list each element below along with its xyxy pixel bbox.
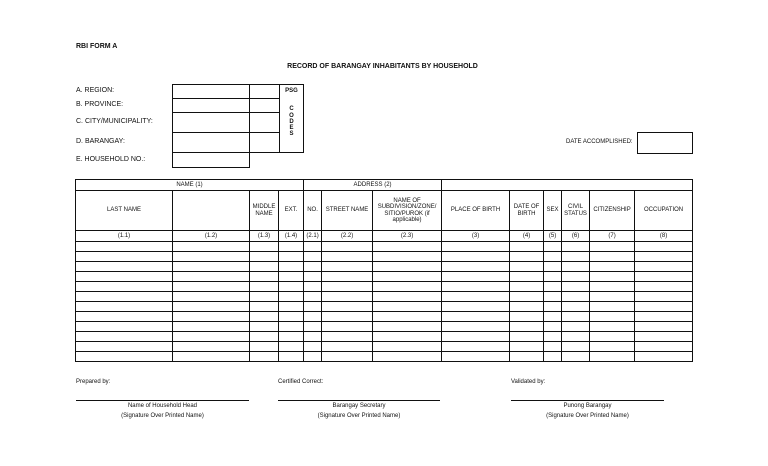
date-accomplished-label: DATE ACCOMPLISHED: bbox=[566, 139, 633, 145]
secretary-name: Barangay Secretary bbox=[332, 403, 386, 409]
entry-cell[interactable] bbox=[510, 252, 544, 262]
entry-cell[interactable] bbox=[76, 262, 173, 272]
code-cell: (5) bbox=[544, 231, 562, 242]
entry-cell[interactable] bbox=[322, 252, 373, 262]
entry-cell[interactable] bbox=[635, 252, 693, 262]
entry-cell[interactable] bbox=[279, 322, 304, 332]
entry-cell[interactable] bbox=[562, 262, 590, 272]
barangay-field[interactable] bbox=[172, 132, 250, 153]
name-group-header: NAME (1) bbox=[76, 180, 304, 191]
city-field[interactable] bbox=[172, 112, 250, 133]
region-code-field[interactable] bbox=[249, 84, 280, 99]
entry-cell[interactable] bbox=[304, 302, 322, 312]
table-row bbox=[76, 292, 693, 302]
entry-cell[interactable] bbox=[250, 302, 279, 312]
col-middle-name: MIDDLE NAME bbox=[250, 191, 279, 231]
code-cell: (1.2) bbox=[173, 231, 250, 242]
entry-cell[interactable] bbox=[562, 352, 590, 362]
entry-cell[interactable] bbox=[322, 322, 373, 332]
entry-cell[interactable] bbox=[590, 292, 635, 302]
entry-cell[interactable] bbox=[373, 352, 442, 362]
psg-code-letter: E bbox=[289, 125, 294, 132]
col-occupation: OCCUPATION bbox=[635, 191, 693, 231]
entry-cell[interactable] bbox=[590, 302, 635, 312]
entry-cell[interactable] bbox=[373, 242, 442, 252]
psg-label: PSG bbox=[285, 88, 298, 94]
entry-cell[interactable] bbox=[442, 242, 510, 252]
entry-cell[interactable] bbox=[76, 252, 173, 262]
col-last-name: LAST NAME bbox=[76, 191, 173, 231]
entry-cell[interactable] bbox=[510, 312, 544, 322]
entry-cell[interactable] bbox=[279, 342, 304, 352]
entry-cell[interactable] bbox=[635, 302, 693, 312]
entry-cell[interactable] bbox=[76, 292, 173, 302]
city-label: C. CITY/MUNICIPALITY: bbox=[76, 118, 153, 125]
entry-cell[interactable] bbox=[304, 262, 322, 272]
entry-cell[interactable] bbox=[562, 322, 590, 332]
entry-cell[interactable] bbox=[322, 332, 373, 342]
entry-cell[interactable] bbox=[173, 272, 250, 282]
city-code-field[interactable] bbox=[249, 112, 280, 133]
entry-cell[interactable] bbox=[635, 262, 693, 272]
entry-cell[interactable] bbox=[544, 242, 562, 252]
entry-cell[interactable] bbox=[76, 322, 173, 332]
entry-cell[interactable] bbox=[304, 252, 322, 262]
entry-cell[interactable] bbox=[250, 262, 279, 272]
entry-cell[interactable] bbox=[304, 272, 322, 282]
region-field[interactable] bbox=[172, 84, 250, 99]
col-ext: EXT. bbox=[279, 191, 304, 231]
entry-cell[interactable] bbox=[635, 352, 693, 362]
entry-cell[interactable] bbox=[279, 312, 304, 322]
entry-cell[interactable] bbox=[76, 342, 173, 352]
code-row bbox=[76, 231, 693, 242]
inhabitants-table bbox=[75, 179, 693, 362]
entry-cell[interactable] bbox=[250, 352, 279, 362]
entry-cell[interactable] bbox=[590, 312, 635, 322]
table-row bbox=[76, 342, 693, 352]
psg-code-letter: C bbox=[289, 106, 294, 113]
page-title: RECORD OF BARANGAY INHABITANTS BY HOUSEHOLD bbox=[287, 63, 478, 70]
table-row bbox=[76, 322, 693, 332]
entry-cell[interactable] bbox=[442, 342, 510, 352]
code-cell: (2.3) bbox=[373, 231, 442, 242]
code-cell: (6) bbox=[562, 231, 590, 242]
entry-cell[interactable] bbox=[562, 342, 590, 352]
entry-cell[interactable] bbox=[250, 272, 279, 282]
entry-cell[interactable] bbox=[442, 252, 510, 262]
entry-cell[interactable] bbox=[635, 332, 693, 342]
code-cell: (1.1) bbox=[76, 231, 173, 242]
entry-cell[interactable] bbox=[635, 322, 693, 332]
code-cell: (4) bbox=[510, 231, 544, 242]
col-subdivision: NAME OF SUBDIVISION/ZONE/ SITIO/PUROK (if applicable) bbox=[373, 191, 442, 231]
psg-code-letter: S bbox=[289, 131, 294, 138]
address-group-header: ADDRESS (2) bbox=[304, 180, 442, 191]
entry-cell[interactable] bbox=[279, 262, 304, 272]
entry-cell[interactable] bbox=[322, 282, 373, 292]
entry-cell[interactable] bbox=[590, 272, 635, 282]
col-date-of-birth: DATE OF BIRTH bbox=[510, 191, 544, 231]
province-label: B. PROVINCE: bbox=[76, 101, 124, 108]
entry-cell[interactable] bbox=[544, 262, 562, 272]
table-row bbox=[76, 312, 693, 322]
entry-cell[interactable] bbox=[173, 242, 250, 252]
code-cell: (1.3) bbox=[250, 231, 279, 242]
region-label: A. REGION: bbox=[76, 87, 115, 94]
entry-cell[interactable] bbox=[373, 322, 442, 332]
entry-cell[interactable] bbox=[510, 272, 544, 282]
entry-cell[interactable] bbox=[635, 312, 693, 322]
entry-cell[interactable] bbox=[544, 292, 562, 302]
punong-barangay-name: Punong Barangay bbox=[563, 403, 612, 409]
entry-cell[interactable] bbox=[76, 312, 173, 322]
secretary-sub: (Signature Over Printed Name) bbox=[317, 413, 401, 419]
entry-cell[interactable] bbox=[590, 242, 635, 252]
entry-cell[interactable] bbox=[590, 262, 635, 272]
entry-cell[interactable] bbox=[173, 342, 250, 352]
barangay-code-field[interactable] bbox=[249, 132, 280, 153]
prepared-by-label: Prepared by: bbox=[76, 379, 111, 385]
table-row bbox=[76, 352, 693, 362]
entry-cell[interactable] bbox=[442, 272, 510, 282]
group-header-row bbox=[76, 180, 693, 191]
entry-cell[interactable] bbox=[76, 272, 173, 282]
province-code-field[interactable] bbox=[249, 98, 280, 113]
household-head-sub: (Signature Over Printed Name) bbox=[121, 413, 204, 419]
code-cell: (2.2) bbox=[322, 231, 373, 242]
entry-cell[interactable] bbox=[442, 282, 510, 292]
blank-rows bbox=[76, 242, 693, 362]
secretary-signature-line[interactable] bbox=[278, 400, 440, 401]
col-sex: SEX bbox=[544, 191, 562, 231]
entry-cell[interactable] bbox=[304, 322, 322, 332]
code-cell: (1.4) bbox=[279, 231, 304, 242]
household-no-field[interactable] bbox=[172, 152, 250, 168]
entry-cell[interactable] bbox=[590, 282, 635, 292]
entry-cell[interactable] bbox=[442, 352, 510, 362]
col-citizenship: CITIZENSHIP bbox=[590, 191, 635, 231]
entry-cell[interactable] bbox=[173, 312, 250, 322]
entry-cell[interactable] bbox=[544, 342, 562, 352]
code-cell: (2.1) bbox=[304, 231, 322, 242]
entry-cell[interactable] bbox=[562, 252, 590, 262]
entry-cell[interactable] bbox=[562, 332, 590, 342]
entry-cell[interactable] bbox=[373, 282, 442, 292]
entry-cell[interactable] bbox=[279, 252, 304, 262]
entry-cell[interactable] bbox=[322, 292, 373, 302]
province-field[interactable] bbox=[172, 98, 250, 113]
entry-cell[interactable] bbox=[304, 312, 322, 322]
entry-cell[interactable] bbox=[322, 242, 373, 252]
entry-cell[interactable] bbox=[322, 352, 373, 362]
entry-cell[interactable] bbox=[304, 332, 322, 342]
household-head-signature-line[interactable] bbox=[76, 400, 249, 401]
entry-cell[interactable] bbox=[510, 242, 544, 252]
date-accomplished-field[interactable] bbox=[637, 132, 693, 154]
entry-cell[interactable] bbox=[250, 322, 279, 332]
entry-cell[interactable] bbox=[279, 272, 304, 282]
entry-cell[interactable] bbox=[279, 292, 304, 302]
entry-cell[interactable] bbox=[322, 312, 373, 322]
entry-cell[interactable] bbox=[544, 272, 562, 282]
table-row bbox=[76, 272, 693, 282]
entry-cell[interactable] bbox=[442, 262, 510, 272]
entry-cell[interactable] bbox=[635, 282, 693, 292]
entry-cell[interactable] bbox=[322, 342, 373, 352]
entry-cell[interactable] bbox=[510, 262, 544, 272]
entry-cell[interactable] bbox=[304, 292, 322, 302]
entry-cell[interactable] bbox=[510, 302, 544, 312]
entry-cell[interactable] bbox=[442, 332, 510, 342]
entry-cell[interactable] bbox=[562, 302, 590, 312]
code-cell: (8) bbox=[635, 231, 693, 242]
entry-cell[interactable] bbox=[250, 342, 279, 352]
entry-cell[interactable] bbox=[635, 242, 693, 252]
household-no-label: E. HOUSEHOLD NO.: bbox=[76, 156, 146, 163]
entry-cell[interactable] bbox=[562, 292, 590, 302]
entry-cell[interactable] bbox=[304, 242, 322, 252]
table-row bbox=[76, 282, 693, 292]
entry-cell[interactable] bbox=[250, 242, 279, 252]
entry-cell[interactable] bbox=[322, 302, 373, 312]
column-header-row bbox=[76, 191, 693, 231]
entry-cell[interactable] bbox=[510, 352, 544, 362]
entry-cell[interactable] bbox=[279, 242, 304, 252]
entry-cell[interactable] bbox=[590, 352, 635, 362]
entry-cell[interactable] bbox=[322, 272, 373, 282]
entry-cell[interactable] bbox=[373, 342, 442, 352]
psg-codes-box bbox=[279, 84, 304, 153]
entry-cell[interactable] bbox=[442, 292, 510, 302]
entry-cell[interactable] bbox=[304, 342, 322, 352]
entry-cell[interactable] bbox=[279, 282, 304, 292]
entry-cell[interactable] bbox=[544, 302, 562, 312]
entry-cell[interactable] bbox=[250, 292, 279, 302]
entry-cell[interactable] bbox=[76, 332, 173, 342]
entry-cell[interactable] bbox=[562, 312, 590, 322]
entry-cell[interactable] bbox=[544, 252, 562, 262]
entry-cell[interactable] bbox=[173, 332, 250, 342]
code-cell: (3) bbox=[442, 231, 510, 242]
entry-cell[interactable] bbox=[173, 252, 250, 262]
entry-cell[interactable] bbox=[635, 272, 693, 282]
entry-cell[interactable] bbox=[173, 322, 250, 332]
entry-cell[interactable] bbox=[250, 312, 279, 322]
certified-correct-label: Certified Correct: bbox=[278, 379, 324, 385]
entry-cell[interactable] bbox=[635, 342, 693, 352]
punong-barangay-signature-line[interactable] bbox=[511, 400, 664, 401]
entry-cell[interactable] bbox=[442, 322, 510, 332]
entry-cell[interactable] bbox=[250, 332, 279, 342]
entry-cell[interactable] bbox=[373, 312, 442, 322]
entry-cell[interactable] bbox=[510, 342, 544, 352]
table-row bbox=[76, 262, 693, 272]
entry-cell[interactable] bbox=[173, 282, 250, 292]
entry-cell[interactable] bbox=[373, 262, 442, 272]
entry-cell[interactable] bbox=[562, 282, 590, 292]
table-row bbox=[76, 302, 693, 312]
form-id: RBI FORM A bbox=[76, 43, 118, 50]
table-row bbox=[76, 252, 693, 262]
entry-cell[interactable] bbox=[544, 332, 562, 342]
psg-code-letter: O bbox=[289, 112, 294, 119]
entry-cell[interactable] bbox=[173, 352, 250, 362]
entry-cell[interactable] bbox=[279, 302, 304, 312]
entry-cell[interactable] bbox=[442, 312, 510, 322]
entry-cell[interactable] bbox=[173, 302, 250, 312]
col-street-name: STREET NAME bbox=[322, 191, 373, 231]
entry-cell[interactable] bbox=[590, 342, 635, 352]
entry-cell[interactable] bbox=[510, 282, 544, 292]
entry-cell[interactable] bbox=[373, 272, 442, 282]
col-first-name bbox=[173, 191, 250, 231]
entry-cell[interactable] bbox=[322, 262, 373, 272]
entry-cell[interactable] bbox=[173, 262, 250, 272]
entry-cell[interactable] bbox=[635, 292, 693, 302]
entry-cell[interactable] bbox=[76, 352, 173, 362]
entry-cell[interactable] bbox=[590, 332, 635, 342]
entry-cell[interactable] bbox=[76, 242, 173, 252]
entry-cell[interactable] bbox=[76, 302, 173, 312]
entry-cell[interactable] bbox=[279, 332, 304, 342]
entry-cell[interactable] bbox=[373, 252, 442, 262]
entry-cell[interactable] bbox=[544, 282, 562, 292]
entry-cell[interactable] bbox=[562, 242, 590, 252]
entry-cell[interactable] bbox=[562, 272, 590, 282]
entry-cell[interactable] bbox=[510, 292, 544, 302]
entry-cell[interactable] bbox=[442, 302, 510, 312]
entry-cell[interactable] bbox=[373, 302, 442, 312]
table-row bbox=[76, 332, 693, 342]
entry-cell[interactable] bbox=[304, 352, 322, 362]
entry-cell[interactable] bbox=[373, 292, 442, 302]
entry-cell[interactable] bbox=[250, 282, 279, 292]
entry-cell[interactable] bbox=[544, 312, 562, 322]
household-head-name: Name of Household Head bbox=[127, 403, 198, 409]
col-place-of-birth: PLACE OF BIRTH bbox=[442, 191, 510, 231]
barangay-label: D. BARANGAY: bbox=[76, 138, 125, 145]
table-row bbox=[76, 242, 693, 252]
entry-cell[interactable] bbox=[544, 322, 562, 332]
empty-group-header bbox=[442, 180, 693, 191]
entry-cell[interactable] bbox=[590, 252, 635, 262]
entry-cell[interactable] bbox=[510, 332, 544, 342]
entry-cell[interactable] bbox=[76, 282, 173, 292]
entry-cell[interactable] bbox=[279, 352, 304, 362]
col-civil-status: CIVIL STATUS bbox=[562, 191, 590, 231]
col-no: NO. bbox=[304, 191, 322, 231]
punong-barangay-sub: (Signature Over Printed Name) bbox=[546, 413, 629, 419]
entry-cell[interactable] bbox=[250, 252, 279, 262]
entry-cell[interactable] bbox=[173, 292, 250, 302]
entry-cell[interactable] bbox=[304, 282, 322, 292]
entry-cell[interactable] bbox=[590, 322, 635, 332]
entry-cell[interactable] bbox=[510, 322, 544, 332]
entry-cell[interactable] bbox=[373, 332, 442, 342]
entry-cell[interactable] bbox=[544, 352, 562, 362]
code-cell: (7) bbox=[590, 231, 635, 242]
psg-code-letter: D bbox=[289, 118, 294, 125]
validated-by-label: Validated by: bbox=[511, 379, 546, 385]
